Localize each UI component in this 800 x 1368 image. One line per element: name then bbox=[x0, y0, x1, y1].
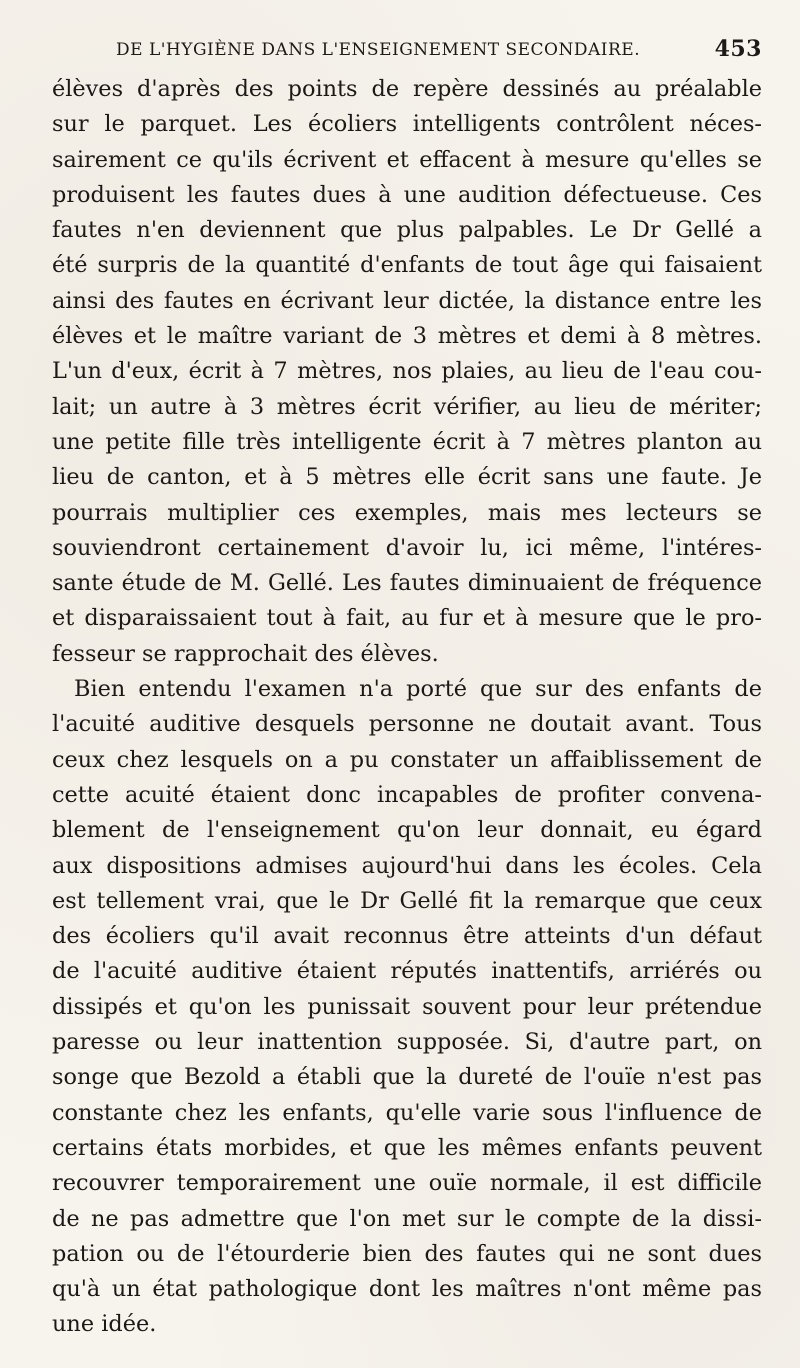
text-line: recouvrer temporairement une ouïe normale, il est difficile bbox=[52, 1170, 762, 1197]
text-line: élèves d'après des points de repère dessinés au préalable bbox=[52, 76, 762, 102]
text-line: ceux chez lesquels on a pu constater un affaiblissement de bbox=[52, 746, 762, 773]
text-line: de l'acuité auditive étaient réputés inattentifs, arriérés ou bbox=[52, 958, 762, 985]
text-line: fautes n'en deviennent que plus palpables. Le Dr Gellé a bbox=[52, 217, 762, 244]
text-line: l'acuité auditive desquels personne ne doutait avant. Tous bbox=[52, 711, 762, 738]
text-line: fesseur se rapprochait des élèves. bbox=[52, 640, 439, 667]
text-line: L'un d'eux, écrit à 7 mètres, nos plaies, au lieu de l'eau cou- bbox=[52, 358, 762, 385]
text-line: une petite fille très intelligente écrit à 7 mètres planton au bbox=[52, 428, 762, 455]
text-line: souviendront certainement d'avoir lu, ici même, l'intéres- bbox=[52, 534, 762, 561]
text-line: constante chez les enfants, qu'elle varie sous l'influence de bbox=[52, 1099, 762, 1126]
running-head-title: DE L'HYGIÈNE DANS L'ENSEIGNEMENT SECONDAIRE. bbox=[116, 40, 641, 60]
text-line: songe que Bezold a établi que la dureté de l'ouïe n'est pas bbox=[52, 1064, 762, 1091]
text-line: pourrais multiplier ces exemples, mais mes lecteurs se bbox=[52, 499, 762, 526]
text-line: de ne pas admettre que l'on met sur le compte de la dissi- bbox=[52, 1205, 762, 1232]
text-line: est tellement vrai, que le Dr Gellé fit la remarque que ceux bbox=[52, 887, 762, 914]
text-line: une idée. bbox=[52, 1311, 157, 1338]
text-line: certains états morbides, et que les mêmes enfants peuvent bbox=[52, 1134, 762, 1161]
text-line: sante étude de M. Gellé. Les fautes diminuaient de fréquence bbox=[52, 570, 762, 597]
text-line: cette acuité étaient donc incapables de profiter convena- bbox=[52, 781, 762, 808]
text-line: sairement ce qu'ils écrivent et effacent à mesure qu'elles se bbox=[52, 146, 762, 173]
text-line: aux dispositions admises aujourd'hui dans les écoles. Cela bbox=[52, 852, 762, 879]
text-line: pation ou de l'étourderie bien des fautes qui ne sont dues bbox=[52, 1240, 762, 1267]
running-head bbox=[52, 30, 762, 70]
text-line: élèves et le maître variant de 3 mètres et demi à 8 mètres. bbox=[52, 323, 762, 350]
text-line: lait; un autre à 3 mètres écrit vérifier, au lieu de mériter; bbox=[52, 393, 762, 420]
text-line: des écoliers qu'il avait reconnus être atteints d'un défaut bbox=[52, 923, 762, 950]
text-line: dissipés et qu'on les punissait souvent pour leur prétendue bbox=[52, 993, 762, 1020]
text-line: qu'à un état pathologique dont les maîtres n'ont même pas bbox=[52, 1276, 762, 1303]
text-line: sur le parquet. Les écoliers intelligents contrôlent néces- bbox=[52, 111, 762, 138]
text-line: blement de l'enseignement qu'on leur donnait, eu égard bbox=[52, 817, 762, 844]
body-text bbox=[52, 72, 762, 1343]
text-line: Bien entendu l'examen n'a porté que sur des enfants de bbox=[74, 676, 762, 703]
text-line: produisent les fautes dues à une audition défectueuse. Ces bbox=[52, 181, 762, 208]
text-line: paresse ou leur inattention supposée. Si, d'autre part, on bbox=[52, 1029, 762, 1056]
text-line: ainsi des fautes en écrivant leur dictée, la distance entre les bbox=[52, 287, 762, 314]
text-line: lieu de canton, et à 5 mètres elle écrit sans une faute. Je bbox=[52, 464, 762, 491]
text-line: et disparaissaient tout à fait, au fur et à mesure que le pro- bbox=[52, 605, 762, 632]
page-number: 453 bbox=[714, 36, 762, 62]
text-line: été surpris de la quantité d'enfants de tout âge qui faisaient bbox=[52, 252, 762, 279]
